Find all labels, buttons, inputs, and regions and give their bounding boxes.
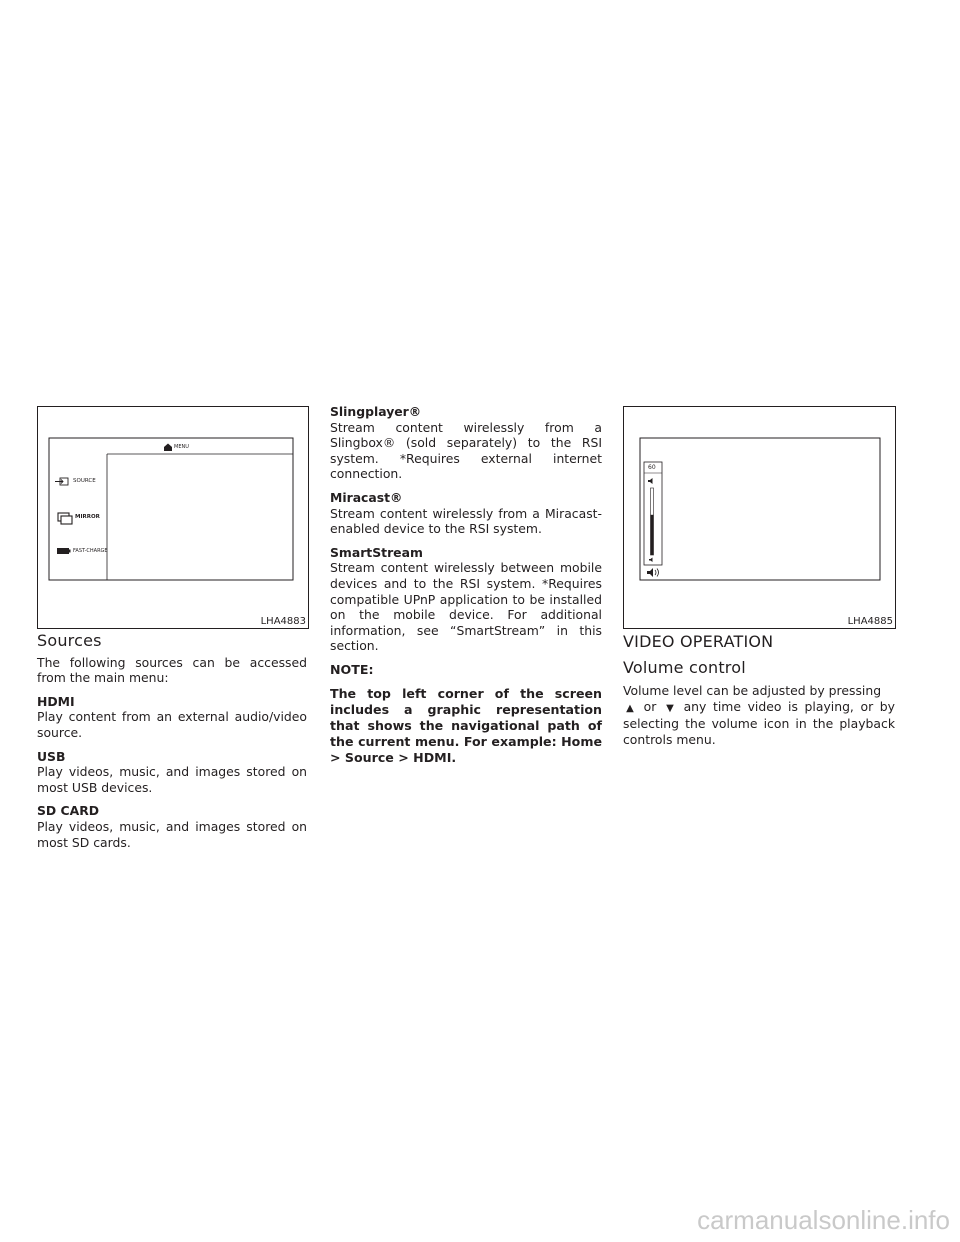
mirror-menu-item: MIRROR	[75, 514, 100, 520]
source-menu-item: SOURCE	[73, 478, 96, 484]
figure-code: LHA4883	[260, 616, 306, 627]
source-sd-card	[37, 803, 307, 850]
note-text: The top left corner of the screen includes a graphic representation that shows the navigational path of the current menu. For example: Home > Source > HDMI.	[330, 685, 602, 765]
speaker-icon	[647, 568, 659, 577]
volume-up-icon	[648, 478, 653, 484]
menu-label: MENU	[174, 444, 189, 450]
volume-slider-fill	[651, 515, 654, 555]
mirror-icon	[58, 513, 72, 524]
volume-value: 60	[648, 464, 656, 471]
video-operation-heading: VIDEO OPERATION	[623, 632, 774, 651]
volume-illustration	[624, 407, 895, 628]
sources-heading: Sources	[37, 631, 102, 650]
watermark: carmanualsonline.info	[697, 1205, 950, 1235]
source-icon	[55, 478, 68, 485]
figure-source-menu	[37, 406, 309, 629]
figure-code: LHA4885	[847, 616, 893, 627]
item-smartstream	[330, 545, 602, 654]
figure-volume-control	[623, 406, 896, 629]
source-usb	[37, 749, 307, 796]
term-slingplayer: Slingplayer®	[330, 404, 422, 419]
desc-miracast: Stream content wirelessly from a Miracast-enabled device to the RSI system.	[330, 505, 602, 537]
desc-smartstream: Stream content wirelessly between mobile devices and to the RSI system. *Requires compatible UPnP application to be installed on the mobile device. For additional information, see “SmartStream” in this section.	[330, 560, 602, 654]
desc-slingplayer: Stream content wirelessly from a Slingbox® (sold separately) to the RSI system. *Requires external internet connection.	[330, 419, 602, 482]
or-word: or	[643, 698, 657, 714]
item-slingplayer	[330, 404, 602, 482]
desc-hdmi: Play content from an external audio/video source.	[37, 709, 307, 740]
fast-charge-menu-item: FAST-CHARGE	[73, 548, 108, 554]
note-label: NOTE:	[330, 661, 374, 677]
volume-control-heading: Volume control	[623, 657, 746, 677]
term-hdmi: HDMI	[37, 693, 75, 709]
desc-sd-card: Play videos, music, and images stored on most SD cards.	[37, 818, 307, 850]
term-smartstream: SmartStream	[330, 544, 423, 560]
video-section	[623, 634, 895, 756]
arrow-down-icon: ▼	[666, 702, 674, 714]
fast-charge-icon	[57, 548, 71, 554]
volume-down-icon	[649, 558, 653, 563]
term-usb: USB	[37, 748, 66, 764]
desc-usb: Play videos, music, and images stored on most USB devices.	[37, 764, 307, 795]
volume-text-2: any time video is playing, or by selecting the volume icon in the playback controls menu.	[623, 698, 895, 747]
streaming-section	[330, 404, 602, 774]
home-icon	[164, 444, 172, 452]
term-miracast: Miracast®	[330, 489, 403, 505]
sources-section	[37, 633, 307, 858]
arrow-up-icon: ▲	[626, 702, 634, 714]
volume-instructions	[623, 683, 895, 747]
term-sd-card: SD CARD	[37, 803, 100, 819]
volume-text-1: Volume level can be adjusted by pressing	[623, 683, 882, 699]
source-hdmi	[37, 694, 307, 741]
sources-intro: The following sources can be accessed from the main menu:	[37, 654, 307, 686]
item-miracast	[330, 490, 602, 537]
